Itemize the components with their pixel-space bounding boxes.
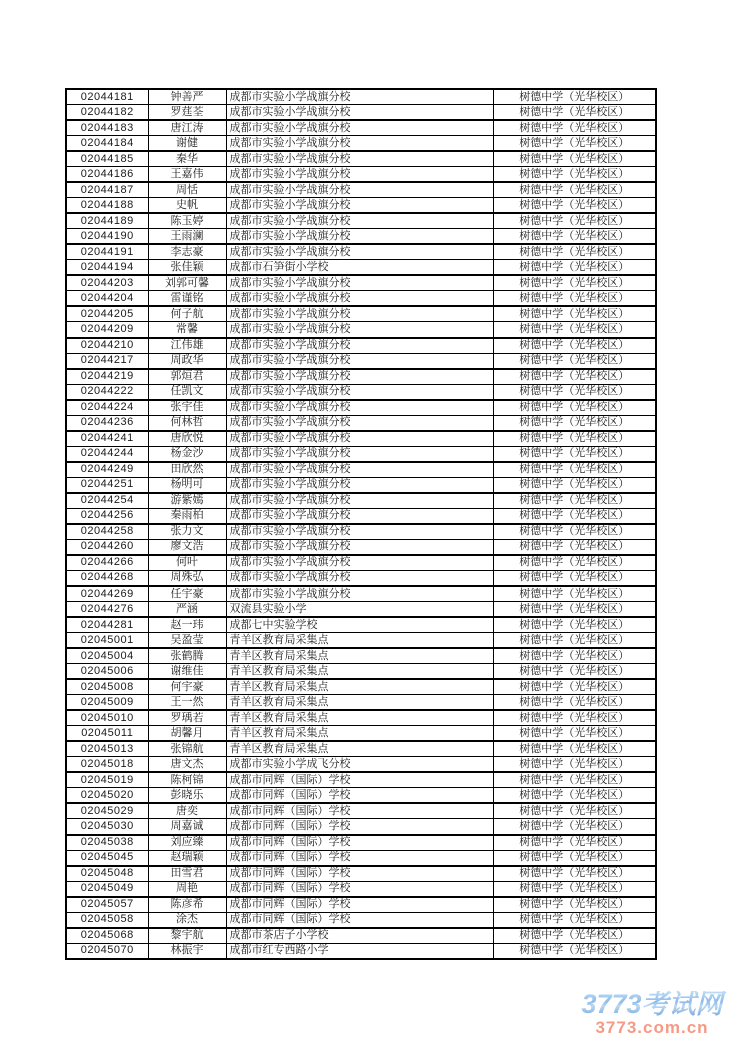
destination-cell: 树德中学（光华校区） — [493, 415, 656, 431]
destination-cell: 树德中学（光华校区） — [493, 866, 656, 882]
destination-cell: 树德中学（光华校区） — [493, 260, 656, 276]
name-cell: 杨金沙 — [148, 446, 226, 462]
id-cell: 02045010 — [66, 710, 148, 726]
destination-cell: 树德中学（光华校区） — [493, 539, 656, 555]
table-row — [66, 850, 656, 866]
table-row — [66, 741, 656, 757]
destination-cell: 树德中学（光华校区） — [493, 291, 656, 307]
school-cell: 成都市实验小学战旗分校 — [226, 431, 493, 447]
school-cell: 成都市同辉（国际）学校 — [226, 788, 493, 804]
destination-cell: 树德中学（光华校区） — [493, 306, 656, 322]
destination-cell: 树德中学（光华校区） — [493, 400, 656, 416]
school-cell: 成都市实验小学战旗分校 — [226, 89, 493, 105]
name-cell: 罗莛荃 — [148, 105, 226, 121]
destination-cell: 树德中学（光华校区） — [493, 943, 656, 959]
destination-cell: 树德中学（光华校区） — [493, 912, 656, 928]
destination-cell: 树德中学（光华校区） — [493, 726, 656, 742]
school-cell: 成都市实验小学战旗分校 — [226, 446, 493, 462]
table-row — [66, 260, 656, 276]
name-cell: 谢维佳 — [148, 664, 226, 680]
id-cell: 02045020 — [66, 788, 148, 804]
destination-cell: 树德中学（光华校区） — [493, 850, 656, 866]
name-cell: 赵一玮 — [148, 617, 226, 633]
table-row — [66, 679, 656, 695]
table-row — [66, 477, 656, 493]
id-cell: 02044194 — [66, 260, 148, 276]
school-cell: 成都市实验小学战旗分校 — [226, 105, 493, 121]
id-cell: 02044249 — [66, 462, 148, 478]
id-cell: 02044217 — [66, 353, 148, 369]
id-cell: 02044254 — [66, 493, 148, 509]
id-cell: 02044183 — [66, 120, 148, 136]
id-cell: 02044268 — [66, 570, 148, 586]
school-cell: 成都市实验小学战旗分校 — [226, 586, 493, 602]
destination-cell: 树德中学（光华校区） — [493, 741, 656, 757]
id-cell: 02045045 — [66, 850, 148, 866]
school-cell: 成都市实验小学战旗分校 — [226, 306, 493, 322]
id-cell: 02044241 — [66, 431, 148, 447]
table-row — [66, 446, 656, 462]
school-cell: 成都市实验小学战旗分校 — [226, 524, 493, 540]
destination-cell: 树德中学（光华校区） — [493, 819, 656, 835]
name-cell: 彭晓乐 — [148, 788, 226, 804]
school-cell: 成都市实验小学战旗分校 — [226, 120, 493, 136]
name-cell: 王一然 — [148, 695, 226, 711]
id-cell: 02045013 — [66, 741, 148, 757]
school-cell: 成都市实验小学战旗分校 — [226, 136, 493, 152]
name-cell: 秦雨柏 — [148, 508, 226, 524]
name-cell: 郭烜君 — [148, 369, 226, 385]
table-row — [66, 120, 656, 136]
name-cell: 唐文杰 — [148, 757, 226, 773]
table-row — [66, 788, 656, 804]
name-cell: 陈柯锦 — [148, 772, 226, 788]
id-cell: 02044205 — [66, 306, 148, 322]
id-cell: 02044256 — [66, 508, 148, 524]
school-cell: 成都市实验小学战旗分校 — [226, 151, 493, 167]
name-cell: 廖文浩 — [148, 539, 226, 555]
destination-cell: 树德中学（光华校区） — [493, 664, 656, 680]
name-cell: 周政华 — [148, 353, 226, 369]
school-cell: 成都市实验小学战旗分校 — [226, 508, 493, 524]
table-row — [66, 772, 656, 788]
id-cell: 02044181 — [66, 89, 148, 105]
school-cell: 成都市实验小学战旗分校 — [226, 244, 493, 260]
table-row — [66, 322, 656, 338]
destination-cell: 树德中学（光华校区） — [493, 617, 656, 633]
table-row — [66, 244, 656, 260]
id-cell: 02044190 — [66, 229, 148, 245]
school-cell: 成都市实验小学战旗分校 — [226, 229, 493, 245]
id-cell: 02044184 — [66, 136, 148, 152]
name-cell: 赵瑞颖 — [148, 850, 226, 866]
name-cell: 周恬 — [148, 182, 226, 198]
id-cell: 02045008 — [66, 679, 148, 695]
name-cell: 涂杰 — [148, 912, 226, 928]
table-row — [66, 835, 656, 851]
name-cell: 谢健 — [148, 136, 226, 152]
table-row — [66, 213, 656, 229]
table-row — [66, 897, 656, 913]
school-cell: 青羊区教育局采集点 — [226, 664, 493, 680]
name-cell: 杨明可 — [148, 477, 226, 493]
name-cell: 刘郭可馨 — [148, 275, 226, 291]
destination-cell: 树德中学（光华校区） — [493, 136, 656, 152]
watermark-site-url: 3773.com.cn — [595, 1018, 709, 1037]
destination-cell: 树德中学（光华校区） — [493, 229, 656, 245]
table-row — [66, 353, 656, 369]
name-cell: 张锦航 — [148, 741, 226, 757]
school-cell: 成都市实验小学战旗分校 — [226, 198, 493, 214]
table-row — [66, 524, 656, 540]
id-cell: 02045006 — [66, 664, 148, 680]
school-cell: 青羊区教育局采集点 — [226, 710, 493, 726]
name-cell: 何宇豪 — [148, 679, 226, 695]
id-cell: 02044186 — [66, 167, 148, 183]
name-cell: 刘应臻 — [148, 835, 226, 851]
school-cell: 青羊区教育局采集点 — [226, 741, 493, 757]
destination-cell: 树德中学（光华校区） — [493, 772, 656, 788]
destination-cell: 树德中学（光华校区） — [493, 477, 656, 493]
school-cell: 成都市实验小学战旗分校 — [226, 462, 493, 478]
table-row — [66, 881, 656, 897]
table-row — [66, 539, 656, 555]
destination-cell: 树德中学（光华校区） — [493, 524, 656, 540]
destination-cell: 树德中学（光华校区） — [493, 493, 656, 509]
destination-cell: 树德中学（光华校区） — [493, 881, 656, 897]
id-cell: 02044219 — [66, 369, 148, 385]
table-row — [66, 819, 656, 835]
school-cell: 成都市红专西路小学 — [226, 943, 493, 959]
destination-cell: 树德中学（光华校区） — [493, 105, 656, 121]
school-cell: 成都市实验小学战旗分校 — [226, 167, 493, 183]
destination-cell: 树德中学（光华校区） — [493, 322, 656, 338]
table-row — [66, 508, 656, 524]
table-row — [66, 928, 656, 944]
table-row — [66, 431, 656, 447]
table-row — [66, 151, 656, 167]
school-cell: 成都市同辉（国际）学校 — [226, 881, 493, 897]
name-cell: 常馨 — [148, 322, 226, 338]
school-cell: 成都市实验小学战旗分校 — [226, 400, 493, 416]
id-cell: 02044209 — [66, 322, 148, 338]
table-row — [66, 338, 656, 354]
id-cell: 02045070 — [66, 943, 148, 959]
id-cell: 02044191 — [66, 244, 148, 260]
school-cell: 成都市实验小学战旗分校 — [226, 291, 493, 307]
school-cell: 成都七中实验学校 — [226, 617, 493, 633]
id-cell: 02045057 — [66, 897, 148, 913]
table-row — [66, 648, 656, 664]
table-row — [66, 415, 656, 431]
name-cell: 王嘉伟 — [148, 167, 226, 183]
table-row — [66, 136, 656, 152]
school-cell: 成都市实验小学战旗分校 — [226, 322, 493, 338]
destination-cell: 树德中学（光华校区） — [493, 757, 656, 773]
destination-cell: 树德中学（光华校区） — [493, 803, 656, 819]
table-row — [66, 291, 656, 307]
table-row — [66, 167, 656, 183]
destination-cell: 树德中学（光华校区） — [493, 710, 656, 726]
destination-cell: 树德中学（光华校区） — [493, 384, 656, 400]
id-cell: 02045011 — [66, 726, 148, 742]
id-cell: 02045009 — [66, 695, 148, 711]
id-cell: 02044222 — [66, 384, 148, 400]
destination-cell: 树德中学（光华校区） — [493, 198, 656, 214]
destination-cell: 树德中学（光华校区） — [493, 928, 656, 944]
school-cell: 成都市实验小学战旗分校 — [226, 384, 493, 400]
table-row — [66, 198, 656, 214]
table-row — [66, 586, 656, 602]
id-cell: 02045001 — [66, 633, 148, 649]
id-cell: 02044258 — [66, 524, 148, 540]
school-cell: 成都市同辉（国际）学校 — [226, 819, 493, 835]
name-cell: 罗瑀若 — [148, 710, 226, 726]
id-cell: 02045018 — [66, 757, 148, 773]
school-cell: 成都市同辉（国际）学校 — [226, 897, 493, 913]
name-cell: 王雨澜 — [148, 229, 226, 245]
table-row — [66, 400, 656, 416]
school-cell: 成都市实验小学战旗分校 — [226, 338, 493, 354]
name-cell: 胡馨月 — [148, 726, 226, 742]
table-row — [66, 105, 656, 121]
id-cell: 02044244 — [66, 446, 148, 462]
destination-cell: 树德中学（光华校区） — [493, 338, 656, 354]
school-cell: 成都市茶店子小学校 — [226, 928, 493, 944]
table-row — [66, 570, 656, 586]
school-cell: 成都市同辉（国际）学校 — [226, 835, 493, 851]
student-roster-table — [65, 88, 657, 960]
name-cell: 陈玉婷 — [148, 213, 226, 229]
name-cell: 雷谨铭 — [148, 291, 226, 307]
id-cell: 02045030 — [66, 819, 148, 835]
name-cell: 黎宇航 — [148, 928, 226, 944]
name-cell: 唐江涛 — [148, 120, 226, 136]
destination-cell: 树德中学（光华校区） — [493, 788, 656, 804]
id-cell: 02044189 — [66, 213, 148, 229]
name-cell: 周嘉诚 — [148, 819, 226, 835]
name-cell: 陈彦希 — [148, 897, 226, 913]
name-cell: 张力文 — [148, 524, 226, 540]
school-cell: 成都市实验小学战旗分校 — [226, 570, 493, 586]
name-cell: 周殊弘 — [148, 570, 226, 586]
name-cell: 严涵 — [148, 602, 226, 618]
table-row — [66, 912, 656, 928]
id-cell: 02044185 — [66, 151, 148, 167]
school-cell: 成都市同辉（国际）学校 — [226, 803, 493, 819]
school-cell: 成都市实验小学成飞分校 — [226, 757, 493, 773]
table-row — [66, 275, 656, 291]
name-cell: 李志豪 — [148, 244, 226, 260]
school-cell: 成都市实验小学战旗分校 — [226, 213, 493, 229]
school-cell: 成都市实验小学战旗分校 — [226, 275, 493, 291]
id-cell: 02044260 — [66, 539, 148, 555]
name-cell: 周艳 — [148, 881, 226, 897]
table-row — [66, 633, 656, 649]
name-cell: 史帆 — [148, 198, 226, 214]
destination-cell: 树德中学（光华校区） — [493, 244, 656, 260]
school-cell: 成都市石笋街小学校 — [226, 260, 493, 276]
name-cell: 吴盈莹 — [148, 633, 226, 649]
destination-cell: 树德中学（光华校区） — [493, 633, 656, 649]
school-cell: 成都市实验小学战旗分校 — [226, 477, 493, 493]
school-cell: 成都市实验小学战旗分校 — [226, 555, 493, 571]
id-cell: 02044269 — [66, 586, 148, 602]
name-cell: 何子航 — [148, 306, 226, 322]
table-row — [66, 695, 656, 711]
name-cell: 田欣然 — [148, 462, 226, 478]
table-row — [66, 555, 656, 571]
table-row — [66, 757, 656, 773]
destination-cell: 树德中学（光华校区） — [493, 679, 656, 695]
id-cell: 02045049 — [66, 881, 148, 897]
table-row — [66, 493, 656, 509]
table-row — [66, 602, 656, 618]
id-cell: 02045019 — [66, 772, 148, 788]
school-cell: 成都市实验小学战旗分校 — [226, 182, 493, 198]
table-row — [66, 943, 656, 959]
school-cell: 成都市实验小学战旗分校 — [226, 415, 493, 431]
id-cell: 02045038 — [66, 835, 148, 851]
id-cell: 02045029 — [66, 803, 148, 819]
id-cell: 02044210 — [66, 338, 148, 354]
school-cell: 双流县实验小学 — [226, 602, 493, 618]
destination-cell: 树德中学（光华校区） — [493, 120, 656, 136]
destination-cell: 树德中学（光华校区） — [493, 182, 656, 198]
table-row — [66, 384, 656, 400]
id-cell: 02044182 — [66, 105, 148, 121]
school-cell: 青羊区教育局采集点 — [226, 648, 493, 664]
destination-cell: 树德中学（光华校区） — [493, 897, 656, 913]
school-cell: 成都市实验小学战旗分校 — [226, 539, 493, 555]
table-row — [66, 462, 656, 478]
table-row — [66, 617, 656, 633]
school-cell: 成都市同辉（国际）学校 — [226, 912, 493, 928]
name-cell: 唐欣悦 — [148, 431, 226, 447]
table-row — [66, 803, 656, 819]
table-row — [66, 726, 656, 742]
destination-cell: 树德中学（光华校区） — [493, 602, 656, 618]
destination-cell: 树德中学（光华校区） — [493, 275, 656, 291]
id-cell: 02044224 — [66, 400, 148, 416]
name-cell: 张宇佳 — [148, 400, 226, 416]
name-cell: 张佳颖 — [148, 260, 226, 276]
destination-cell: 树德中学（光华校区） — [493, 89, 656, 105]
name-cell: 钟善严 — [148, 89, 226, 105]
school-cell: 青羊区教育局采集点 — [226, 726, 493, 742]
name-cell: 田雪君 — [148, 866, 226, 882]
destination-cell: 树德中学（光华校区） — [493, 213, 656, 229]
school-cell: 成都市同辉（国际）学校 — [226, 850, 493, 866]
destination-cell: 树德中学（光华校区） — [493, 586, 656, 602]
table-row — [66, 866, 656, 882]
id-cell: 02045004 — [66, 648, 148, 664]
name-cell: 唐奕 — [148, 803, 226, 819]
id-cell: 02044204 — [66, 291, 148, 307]
id-cell: 02045048 — [66, 866, 148, 882]
name-cell: 江伟雄 — [148, 338, 226, 354]
id-cell: 02044188 — [66, 198, 148, 214]
table-row — [66, 89, 656, 105]
name-cell: 何叶 — [148, 555, 226, 571]
destination-cell: 树德中学（光华校区） — [493, 462, 656, 478]
destination-cell: 树德中学（光华校区） — [493, 167, 656, 183]
id-cell: 02045068 — [66, 928, 148, 944]
school-cell: 青羊区教育局采集点 — [226, 633, 493, 649]
school-cell: 成都市同辉（国际）学校 — [226, 772, 493, 788]
destination-cell: 树德中学（光华校区） — [493, 446, 656, 462]
school-cell: 成都市实验小学战旗分校 — [226, 493, 493, 509]
table-row — [66, 710, 656, 726]
id-cell: 02044276 — [66, 602, 148, 618]
table-row — [66, 664, 656, 680]
destination-cell: 树德中学（光华校区） — [493, 508, 656, 524]
name-cell: 何林哲 — [148, 415, 226, 431]
id-cell: 02044187 — [66, 182, 148, 198]
table-row — [66, 369, 656, 385]
name-cell: 张鹤腾 — [148, 648, 226, 664]
name-cell: 任宇豪 — [148, 586, 226, 602]
id-cell: 02044266 — [66, 555, 148, 571]
destination-cell: 树德中学（光华校区） — [493, 369, 656, 385]
table-row — [66, 182, 656, 198]
school-cell: 成都市实验小学战旗分校 — [226, 353, 493, 369]
name-cell: 游紫嫣 — [148, 493, 226, 509]
school-cell: 成都市同辉（国际）学校 — [226, 866, 493, 882]
watermark — [560, 991, 744, 1038]
destination-cell: 树德中学（光华校区） — [493, 570, 656, 586]
name-cell: 林振宇 — [148, 943, 226, 959]
destination-cell: 树德中学（光华校区） — [493, 695, 656, 711]
watermark-site-logo: 3773考试网 — [560, 991, 744, 1018]
destination-cell: 树德中学（光华校区） — [493, 555, 656, 571]
student-table-body — [66, 89, 656, 959]
school-cell: 成都市实验小学战旗分校 — [226, 369, 493, 385]
destination-cell: 树德中学（光华校区） — [493, 431, 656, 447]
id-cell: 02044236 — [66, 415, 148, 431]
destination-cell: 树德中学（光华校区） — [493, 353, 656, 369]
name-cell: 任凯文 — [148, 384, 226, 400]
destination-cell: 树德中学（光华校区） — [493, 835, 656, 851]
school-cell: 青羊区教育局采集点 — [226, 679, 493, 695]
id-cell: 02045058 — [66, 912, 148, 928]
id-cell: 02044203 — [66, 275, 148, 291]
name-cell: 秦华 — [148, 151, 226, 167]
id-cell: 02044281 — [66, 617, 148, 633]
school-cell: 青羊区教育局采集点 — [226, 695, 493, 711]
destination-cell: 树德中学（光华校区） — [493, 648, 656, 664]
destination-cell: 树德中学（光华校区） — [493, 151, 656, 167]
table-row — [66, 229, 656, 245]
id-cell: 02044251 — [66, 477, 148, 493]
table-row — [66, 306, 656, 322]
